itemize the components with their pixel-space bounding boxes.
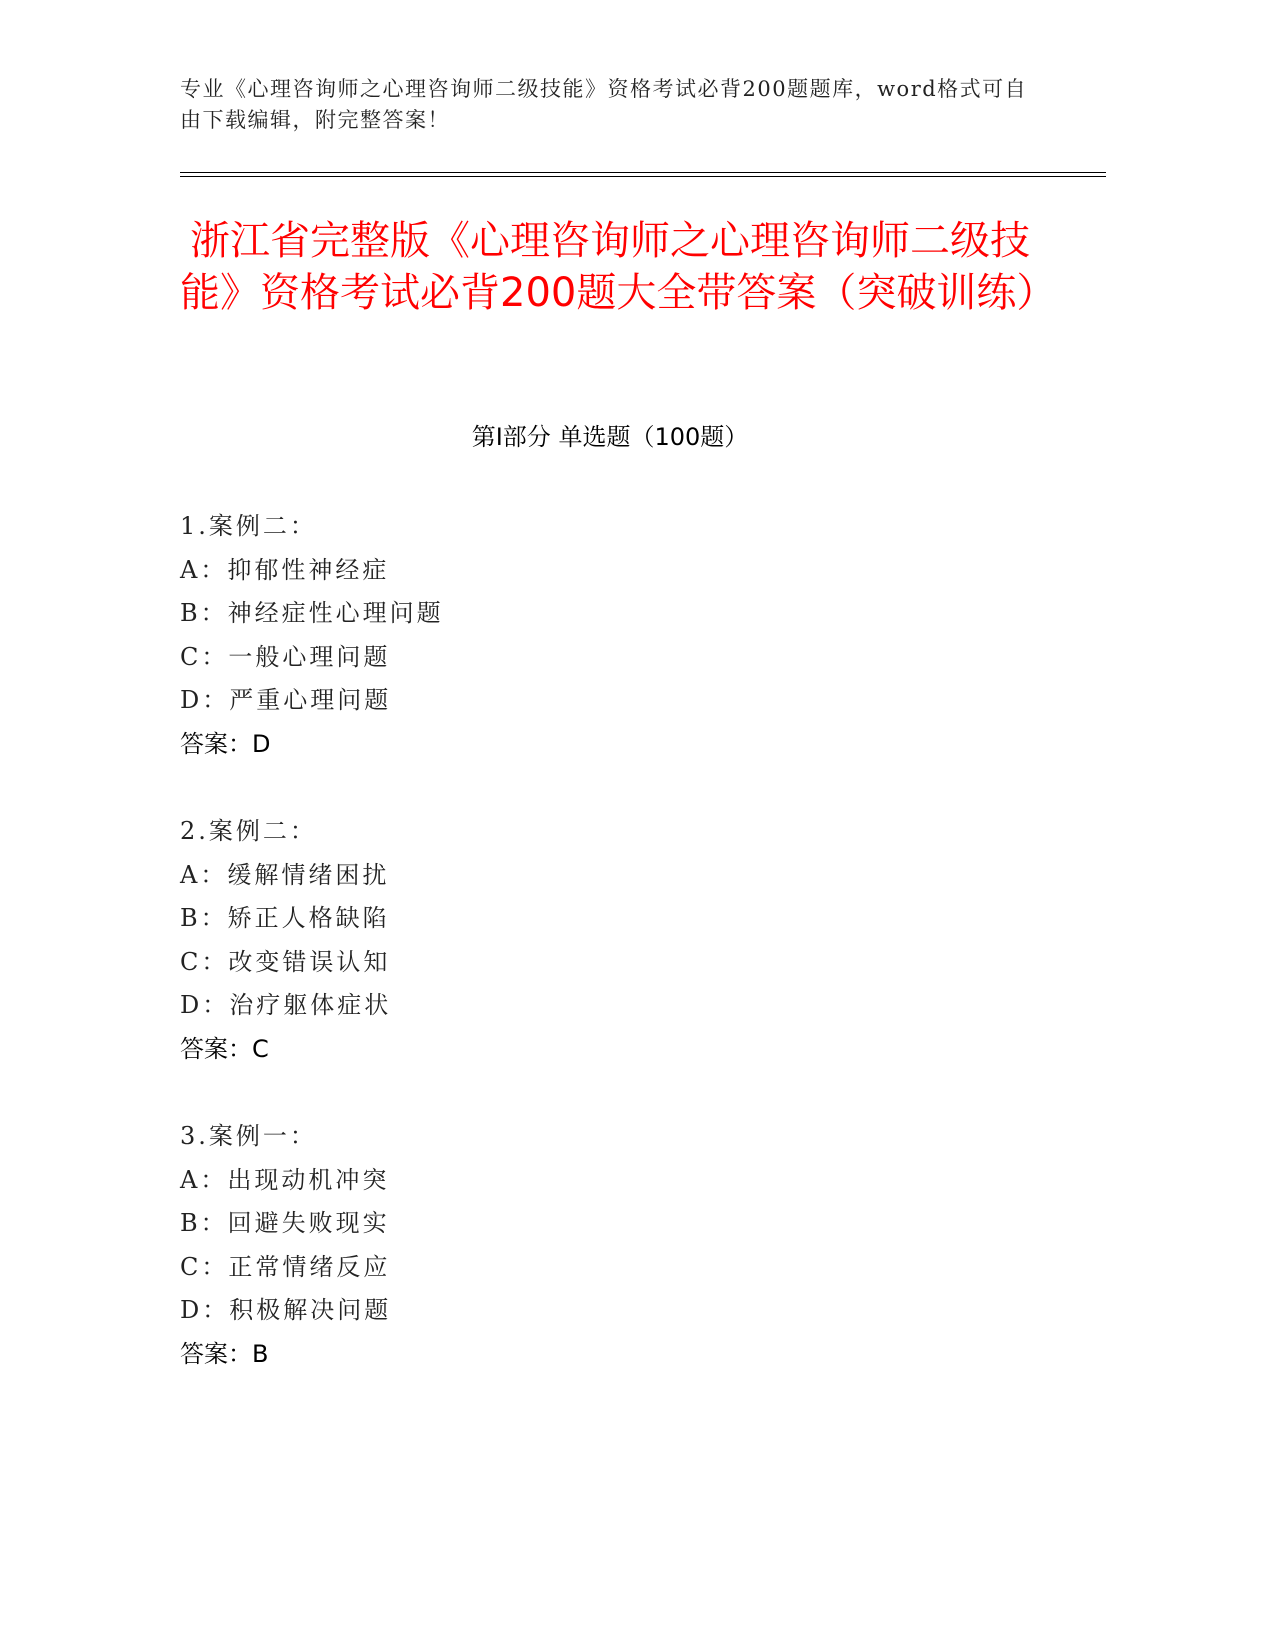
option-c: C：一般心理问题 bbox=[180, 642, 391, 671]
question-answer: 答案：C bbox=[180, 1034, 269, 1063]
option-a: A：缓解情绪困扰 bbox=[180, 860, 390, 889]
option-c: C：正常情绪反应 bbox=[180, 1252, 391, 1281]
option-b: B：神经症性心理问题 bbox=[180, 599, 444, 627]
question-block bbox=[180, 810, 880, 1071]
question-answer: 答案：D bbox=[180, 729, 271, 758]
header-divider-top bbox=[180, 172, 1106, 173]
option-d: D：积极解决问题 bbox=[180, 1296, 392, 1324]
header-divider-bottom bbox=[180, 176, 1106, 177]
option-b: B：回避失败现实 bbox=[180, 1209, 390, 1237]
header-note: 专业《心理咨询师之心理咨询师二级技能》资格考试必背200题题库，word格式可自由下载编辑，附完整答案！ bbox=[180, 77, 1028, 132]
question-block bbox=[180, 1115, 880, 1376]
option-c: C：改变错误认知 bbox=[180, 947, 391, 976]
option-a: A：抑郁性神经症 bbox=[180, 555, 390, 584]
section-title: 第Ⅰ部分 单选题（100题） bbox=[471, 423, 749, 451]
question-stem: 2.案例二： bbox=[180, 817, 317, 845]
option-d: D：治疗躯体症状 bbox=[180, 991, 392, 1019]
option-b: B：矫正人格缺陷 bbox=[180, 904, 390, 932]
question-stem: 3.案例一： bbox=[180, 1122, 317, 1150]
option-a: A：出现动机冲突 bbox=[180, 1165, 390, 1194]
option-d: D：严重心理问题 bbox=[180, 686, 392, 714]
question-answer: 答案：B bbox=[180, 1339, 269, 1368]
question-stem: 1.案例二： bbox=[180, 512, 317, 540]
document-title: 浙江省完整版《心理咨询师之心理咨询师二级技能》资格考试必背200题大全带答案（突破训练） bbox=[180, 218, 1057, 316]
question-block bbox=[180, 505, 880, 766]
